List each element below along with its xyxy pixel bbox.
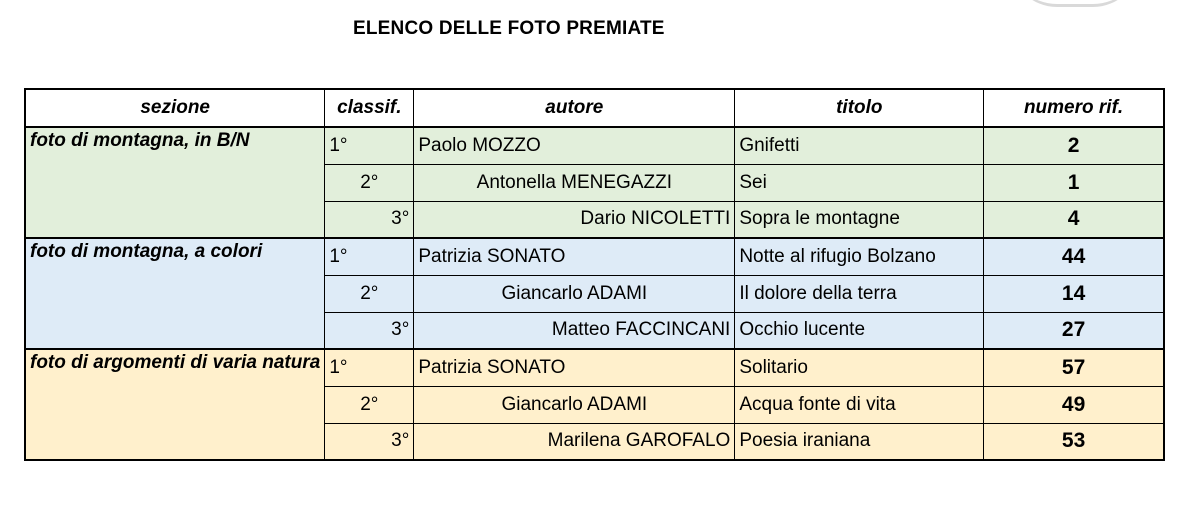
autore-cell: Patrizia SONATO — [414, 238, 735, 275]
titolo-cell: Il dolore della terra — [735, 275, 984, 312]
classif-cell: 3° — [325, 312, 414, 349]
table-header-row — [25, 89, 1164, 127]
autore-cell: Patrizia SONATO — [414, 349, 735, 386]
titolo-cell: Acqua fonte di vita — [735, 386, 984, 423]
numero-cell: 14 — [984, 275, 1164, 312]
numero-cell: 57 — [984, 349, 1164, 386]
numero-cell: 4 — [984, 201, 1164, 238]
numero-cell: 1 — [984, 164, 1164, 201]
header-numero: numero rif. — [984, 89, 1164, 127]
autore-cell: Giancarlo ADAMI — [414, 386, 735, 423]
table-row — [25, 127, 1164, 164]
classif-cell: 1° — [325, 127, 414, 164]
titolo-cell: Sopra le montagne — [735, 201, 984, 238]
autore-cell: Paolo MOZZO — [414, 127, 735, 164]
numero-cell: 44 — [984, 238, 1164, 275]
numero-cell: 49 — [984, 386, 1164, 423]
classif-cell: 1° — [325, 238, 414, 275]
titolo-cell: Occhio lucente — [735, 312, 984, 349]
classif-cell: 2° — [325, 164, 414, 201]
titolo-cell: Solitario — [735, 349, 984, 386]
section-cell: foto di montagna, in B/N — [25, 127, 325, 238]
header-titolo: titolo — [735, 89, 984, 127]
document-title: ELENCO DELLE FOTO PREMIATE — [353, 18, 665, 39]
header-classif: classif. — [325, 89, 414, 127]
autore-cell: Matteo FACCINCANI — [414, 312, 735, 349]
classif-cell: 2° — [325, 386, 414, 423]
classif-cell: 2° — [325, 275, 414, 312]
autore-cell: Giancarlo ADAMI — [414, 275, 735, 312]
titolo-cell: Gnifetti — [735, 127, 984, 164]
autore-cell: Antonella MENEGAZZI — [414, 164, 735, 201]
titolo-cell: Poesia iraniana — [735, 423, 984, 460]
corner-decoration — [1010, 0, 1140, 7]
section-cell: foto di montagna, a colori — [25, 238, 325, 349]
table-row — [25, 349, 1164, 386]
classif-cell: 3° — [325, 423, 414, 460]
awards-table — [24, 88, 1165, 461]
numero-cell: 27 — [984, 312, 1164, 349]
titolo-cell: Sei — [735, 164, 984, 201]
classif-cell: 1° — [325, 349, 414, 386]
classif-cell: 3° — [325, 201, 414, 238]
titolo-cell: Notte al rifugio Bolzano — [735, 238, 984, 275]
numero-cell: 2 — [984, 127, 1164, 164]
header-sezione: sezione — [25, 89, 325, 127]
autore-cell: Marilena GAROFALO — [414, 423, 735, 460]
table-row — [25, 238, 1164, 275]
section-cell: foto di argomenti di varia natura — [25, 349, 325, 460]
numero-cell: 53 — [984, 423, 1164, 460]
header-autore: autore — [414, 89, 735, 127]
autore-cell: Dario NICOLETTI — [414, 201, 735, 238]
